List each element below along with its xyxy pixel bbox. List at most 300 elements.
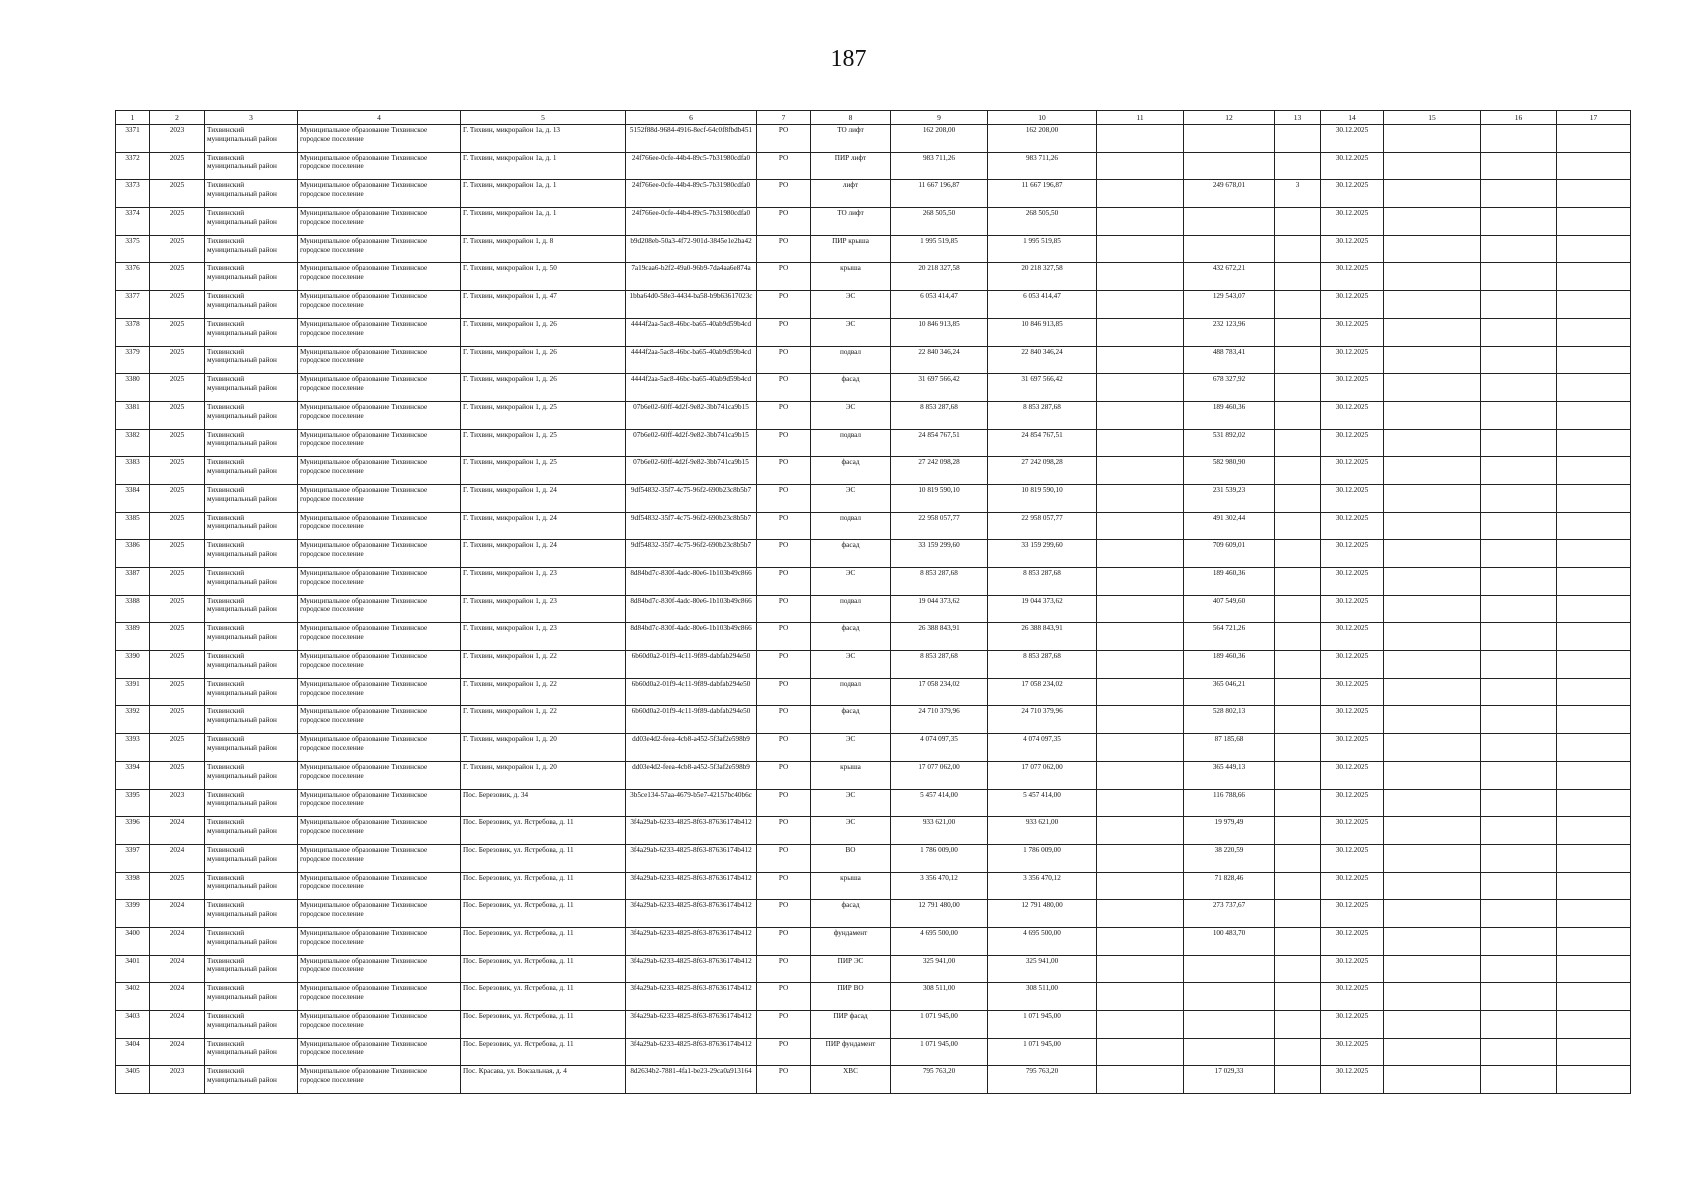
- work-type-cell: ПИР фундамент: [811, 1038, 891, 1066]
- column-15-cell: [1384, 180, 1481, 208]
- fund-cost-cell: 10 846 913,85: [988, 318, 1097, 346]
- municipality-cell: Муниципальное образование Тихвинское городское поселение: [298, 706, 461, 734]
- column-13-cell: [1275, 291, 1321, 319]
- column-12-cell: 531 892,02: [1184, 429, 1275, 457]
- deadline-date-cell: 30.12.2025: [1321, 457, 1384, 485]
- year-cell: 2025: [150, 540, 205, 568]
- total-cost-cell: 19 044 373,62: [891, 595, 988, 623]
- municipality-cell: Муниципальное образование Тихвинское городское поселение: [298, 318, 461, 346]
- house-guid-cell: 6b60d0a2-01f9-4c11-9f89-dabfab294e50: [626, 651, 757, 679]
- year-cell: 2025: [150, 318, 205, 346]
- house-guid-cell: 9df54832-35f7-4c75-96f2-690b23c8b5b7: [626, 512, 757, 540]
- table-row: [116, 568, 1631, 596]
- funding-source-cell: РО: [757, 568, 811, 596]
- column-header-3: 3: [205, 111, 298, 125]
- funding-source-cell: РО: [757, 872, 811, 900]
- deadline-date-cell: 30.12.2025: [1321, 318, 1384, 346]
- funding-source-cell: РО: [757, 1066, 811, 1094]
- column-17-cell: [1557, 789, 1631, 817]
- column-11-cell: [1097, 761, 1184, 789]
- house-guid-cell: 9df54832-35f7-4c75-96f2-690b23c8b5b7: [626, 484, 757, 512]
- funding-source-cell: РО: [757, 983, 811, 1011]
- year-cell: 2025: [150, 651, 205, 679]
- district-cell: Тихвинский муниципальный район: [205, 374, 298, 402]
- year-cell: 2025: [150, 180, 205, 208]
- district-cell: Тихвинский муниципальный район: [205, 568, 298, 596]
- municipality-cell: Муниципальное образование Тихвинское городское поселение: [298, 983, 461, 1011]
- column-11-cell: [1097, 125, 1184, 153]
- municipality-cell: Муниципальное образование Тихвинское городское поселение: [298, 900, 461, 928]
- column-17-cell: [1557, 1038, 1631, 1066]
- municipality-cell: Муниципальное образование Тихвинское городское поселение: [298, 734, 461, 762]
- column-11-cell: [1097, 651, 1184, 679]
- municipality-cell: Муниципальное образование Тихвинское городское поселение: [298, 208, 461, 236]
- funding-source-cell: РО: [757, 595, 811, 623]
- column-17-cell: [1557, 291, 1631, 319]
- column-12-cell: 189 460,36: [1184, 651, 1275, 679]
- total-cost-cell: 268 505,50: [891, 208, 988, 236]
- address-cell: Пос. Березовик, ул. Ястребова, д. 11: [461, 817, 626, 845]
- address-cell: Пос. Березовик, ул. Ястребова, д. 11: [461, 844, 626, 872]
- deadline-date-cell: 30.12.2025: [1321, 235, 1384, 263]
- work-type-cell: ПИР крыша: [811, 235, 891, 263]
- work-type-cell: крыша: [811, 761, 891, 789]
- column-15-cell: [1384, 623, 1481, 651]
- column-11-cell: [1097, 568, 1184, 596]
- column-15-cell: [1384, 346, 1481, 374]
- fund-cost-cell: 5 457 414,00: [988, 789, 1097, 817]
- column-12-cell: 129 543,07: [1184, 291, 1275, 319]
- year-cell: 2025: [150, 706, 205, 734]
- table-row: [116, 983, 1631, 1011]
- municipality-cell: Муниципальное образование Тихвинское городское поселение: [298, 789, 461, 817]
- row-number-cell: 3400: [116, 927, 150, 955]
- column-12-cell: 709 609,01: [1184, 540, 1275, 568]
- fund-cost-cell: 1 071 945,00: [988, 1011, 1097, 1039]
- column-15-cell: [1384, 374, 1481, 402]
- column-13-cell: [1275, 263, 1321, 291]
- column-17-cell: [1557, 540, 1631, 568]
- work-type-cell: ТО лифт: [811, 208, 891, 236]
- house-guid-cell: 3b5ce134-57aa-4679-b5e7-42157bc40b6c: [626, 789, 757, 817]
- deadline-date-cell: 30.12.2025: [1321, 761, 1384, 789]
- column-16-cell: [1481, 678, 1557, 706]
- district-cell: Тихвинский муниципальный район: [205, 429, 298, 457]
- address-cell: Г. Тихвин, микрорайон 1, д. 24: [461, 512, 626, 540]
- work-type-cell: ПИР фасад: [811, 1011, 891, 1039]
- column-17-cell: [1557, 623, 1631, 651]
- column-16-cell: [1481, 152, 1557, 180]
- column-13-cell: [1275, 761, 1321, 789]
- column-13-cell: [1275, 125, 1321, 153]
- column-16-cell: [1481, 346, 1557, 374]
- column-13-cell: [1275, 568, 1321, 596]
- deadline-date-cell: 30.12.2025: [1321, 180, 1384, 208]
- funding-source-cell: РО: [757, 484, 811, 512]
- deadline-date-cell: 30.12.2025: [1321, 401, 1384, 429]
- column-17-cell: [1557, 651, 1631, 679]
- year-cell: 2024: [150, 927, 205, 955]
- address-cell: Г. Тихвин, микрорайон 1, д. 25: [461, 429, 626, 457]
- district-cell: Тихвинский муниципальный район: [205, 540, 298, 568]
- year-cell: 2023: [150, 1066, 205, 1094]
- year-cell: 2025: [150, 235, 205, 263]
- table-row: [116, 844, 1631, 872]
- address-cell: Г. Тихвин, микрорайон 1, д. 20: [461, 734, 626, 762]
- column-17-cell: [1557, 346, 1631, 374]
- house-guid-cell: 3f4a29ab-6233-4825-8f63-87636174b412: [626, 955, 757, 983]
- municipality-cell: Муниципальное образование Тихвинское городское поселение: [298, 955, 461, 983]
- deadline-date-cell: 30.12.2025: [1321, 1066, 1384, 1094]
- column-11-cell: [1097, 595, 1184, 623]
- row-number-cell: 3378: [116, 318, 150, 346]
- address-cell: Г. Тихвин, микрорайон 1, д. 26: [461, 346, 626, 374]
- house-guid-cell: 8d84bd7c-830f-4adc-80e6-1b103b49c866: [626, 623, 757, 651]
- column-13-cell: [1275, 512, 1321, 540]
- column-16-cell: [1481, 789, 1557, 817]
- fund-cost-cell: 268 505,50: [988, 208, 1097, 236]
- year-cell: 2025: [150, 872, 205, 900]
- column-13-cell: [1275, 844, 1321, 872]
- total-cost-cell: 6 053 414,47: [891, 291, 988, 319]
- column-12-cell: 116 788,66: [1184, 789, 1275, 817]
- district-cell: Тихвинский муниципальный район: [205, 180, 298, 208]
- house-guid-cell: 4444f2aa-5ac8-46bc-ba65-40ab9d59b4cd: [626, 318, 757, 346]
- year-cell: 2024: [150, 1011, 205, 1039]
- total-cost-cell: 325 941,00: [891, 955, 988, 983]
- column-15-cell: [1384, 235, 1481, 263]
- funding-source-cell: РО: [757, 900, 811, 928]
- address-cell: Г. Тихвин, микрорайон 1, д. 22: [461, 651, 626, 679]
- work-type-cell: ЭС: [811, 318, 891, 346]
- column-16-cell: [1481, 1011, 1557, 1039]
- deadline-date-cell: 30.12.2025: [1321, 595, 1384, 623]
- year-cell: 2025: [150, 512, 205, 540]
- deadline-date-cell: 30.12.2025: [1321, 1011, 1384, 1039]
- column-11-cell: [1097, 1038, 1184, 1066]
- municipality-cell: Муниципальное образование Тихвинское городское поселение: [298, 457, 461, 485]
- table-row: [116, 706, 1631, 734]
- municipality-cell: Муниципальное образование Тихвинское городское поселение: [298, 817, 461, 845]
- column-11-cell: [1097, 318, 1184, 346]
- column-header-8: 8: [811, 111, 891, 125]
- deadline-date-cell: 30.12.2025: [1321, 789, 1384, 817]
- district-cell: Тихвинский муниципальный район: [205, 512, 298, 540]
- district-cell: Тихвинский муниципальный район: [205, 1066, 298, 1094]
- district-cell: Тихвинский муниципальный район: [205, 263, 298, 291]
- year-cell: 2025: [150, 734, 205, 762]
- funding-source-cell: РО: [757, 789, 811, 817]
- column-13-cell: [1275, 983, 1321, 1011]
- municipality-cell: Муниципальное образование Тихвинское городское поселение: [298, 512, 461, 540]
- column-13-cell: [1275, 1066, 1321, 1094]
- house-guid-cell: b9d208eb-50a3-4f72-901d-3845e1e2ba42: [626, 235, 757, 263]
- district-cell: Тихвинский муниципальный район: [205, 927, 298, 955]
- column-12-cell: [1184, 235, 1275, 263]
- column-16-cell: [1481, 955, 1557, 983]
- row-number-cell: 3375: [116, 235, 150, 263]
- funding-source-cell: РО: [757, 125, 811, 153]
- column-11-cell: [1097, 429, 1184, 457]
- table-row: [116, 263, 1631, 291]
- column-17-cell: [1557, 180, 1631, 208]
- fund-cost-cell: 933 621,00: [988, 817, 1097, 845]
- column-16-cell: [1481, 208, 1557, 236]
- total-cost-cell: 162 208,00: [891, 125, 988, 153]
- total-cost-cell: 22 958 057,77: [891, 512, 988, 540]
- column-12-cell: 38 220,59: [1184, 844, 1275, 872]
- municipality-cell: Муниципальное образование Тихвинское городское поселение: [298, 125, 461, 153]
- address-cell: Г. Тихвин, микрорайон 1а, д. 13: [461, 125, 626, 153]
- column-11-cell: [1097, 817, 1184, 845]
- work-type-cell: фасад: [811, 374, 891, 402]
- address-cell: Пос. Березовик, ул. Ястребова, д. 11: [461, 927, 626, 955]
- municipality-cell: Муниципальное образование Тихвинское городское поселение: [298, 540, 461, 568]
- deadline-date-cell: 30.12.2025: [1321, 651, 1384, 679]
- house-guid-cell: 3f4a29ab-6233-4825-8f63-87636174b412: [626, 983, 757, 1011]
- row-number-cell: 3379: [116, 346, 150, 374]
- total-cost-cell: 10 819 590,10: [891, 484, 988, 512]
- column-15-cell: [1384, 872, 1481, 900]
- row-number-cell: 3404: [116, 1038, 150, 1066]
- column-15-cell: [1384, 484, 1481, 512]
- column-15-cell: [1384, 291, 1481, 319]
- column-11-cell: [1097, 346, 1184, 374]
- house-guid-cell: 5152f88d-9684-4916-8ecf-64c0f8fbdb451: [626, 125, 757, 153]
- column-17-cell: [1557, 125, 1631, 153]
- deadline-date-cell: 30.12.2025: [1321, 955, 1384, 983]
- total-cost-cell: 24 854 767,51: [891, 429, 988, 457]
- fund-cost-cell: 3 356 470,12: [988, 872, 1097, 900]
- column-16-cell: [1481, 623, 1557, 651]
- year-cell: 2025: [150, 263, 205, 291]
- fund-cost-cell: 27 242 098,28: [988, 457, 1097, 485]
- table-row: [116, 789, 1631, 817]
- house-guid-cell: 3f4a29ab-6233-4825-8f63-87636174b412: [626, 900, 757, 928]
- address-cell: Г. Тихвин, микрорайон 1, д. 47: [461, 291, 626, 319]
- municipality-cell: Муниципальное образование Тихвинское городское поселение: [298, 927, 461, 955]
- total-cost-cell: 12 791 480,00: [891, 900, 988, 928]
- row-number-cell: 3389: [116, 623, 150, 651]
- total-cost-cell: 5 457 414,00: [891, 789, 988, 817]
- column-15-cell: [1384, 983, 1481, 1011]
- work-type-cell: фасад: [811, 540, 891, 568]
- total-cost-cell: 17 077 062,00: [891, 761, 988, 789]
- district-cell: Тихвинский муниципальный район: [205, 457, 298, 485]
- total-cost-cell: 8 853 287,68: [891, 568, 988, 596]
- municipality-cell: Муниципальное образование Тихвинское городское поселение: [298, 401, 461, 429]
- funding-source-cell: РО: [757, 734, 811, 762]
- column-header-14: 14: [1321, 111, 1384, 125]
- fund-cost-cell: 12 791 480,00: [988, 900, 1097, 928]
- column-13-cell: [1275, 651, 1321, 679]
- municipality-cell: Муниципальное образование Тихвинское городское поселение: [298, 235, 461, 263]
- fund-cost-cell: 4 695 500,00: [988, 927, 1097, 955]
- column-13-cell: [1275, 429, 1321, 457]
- column-17-cell: [1557, 900, 1631, 928]
- total-cost-cell: 1 071 945,00: [891, 1011, 988, 1039]
- work-type-cell: ХВС: [811, 1066, 891, 1094]
- deadline-date-cell: 30.12.2025: [1321, 512, 1384, 540]
- address-cell: Пос. Березовик, ул. Ястребова, д. 11: [461, 983, 626, 1011]
- table-row: [116, 318, 1631, 346]
- municipality-cell: Муниципальное образование Тихвинское городское поселение: [298, 263, 461, 291]
- column-15-cell: [1384, 152, 1481, 180]
- column-16-cell: [1481, 401, 1557, 429]
- deadline-date-cell: 30.12.2025: [1321, 1038, 1384, 1066]
- house-guid-cell: 6b60d0a2-01f9-4c11-9f89-dabfab294e50: [626, 706, 757, 734]
- row-number-cell: 3399: [116, 900, 150, 928]
- municipality-cell: Муниципальное образование Тихвинское городское поселение: [298, 844, 461, 872]
- total-cost-cell: 20 218 327,58: [891, 263, 988, 291]
- column-16-cell: [1481, 1038, 1557, 1066]
- table-row: [116, 291, 1631, 319]
- column-16-cell: [1481, 734, 1557, 762]
- column-13-cell: [1275, 789, 1321, 817]
- fund-cost-cell: 8 853 287,68: [988, 568, 1097, 596]
- district-cell: Тихвинский муниципальный район: [205, 872, 298, 900]
- column-13-cell: [1275, 734, 1321, 762]
- total-cost-cell: 933 621,00: [891, 817, 988, 845]
- house-guid-cell: 3f4a29ab-6233-4825-8f63-87636174b412: [626, 1011, 757, 1039]
- column-16-cell: [1481, 706, 1557, 734]
- column-17-cell: [1557, 678, 1631, 706]
- column-11-cell: [1097, 844, 1184, 872]
- column-11-cell: [1097, 734, 1184, 762]
- house-guid-cell: 8d2634b2-7881-4fa1-be23-29ca0a913164: [626, 1066, 757, 1094]
- address-cell: Г. Тихвин, микрорайон 1, д. 50: [461, 263, 626, 291]
- district-cell: Тихвинский муниципальный район: [205, 817, 298, 845]
- column-16-cell: [1481, 1066, 1557, 1094]
- municipality-cell: Муниципальное образование Тихвинское городское поселение: [298, 623, 461, 651]
- row-number-cell: 3380: [116, 374, 150, 402]
- column-16-cell: [1481, 568, 1557, 596]
- column-17-cell: [1557, 761, 1631, 789]
- column-15-cell: [1384, 955, 1481, 983]
- registry-table: [115, 110, 1631, 1094]
- total-cost-cell: 4 074 097,35: [891, 734, 988, 762]
- row-number-cell: 3391: [116, 678, 150, 706]
- column-13-cell: [1275, 927, 1321, 955]
- house-guid-cell: 3f4a29ab-6233-4825-8f63-87636174b412: [626, 1038, 757, 1066]
- district-cell: Тихвинский муниципальный район: [205, 291, 298, 319]
- column-15-cell: [1384, 1011, 1481, 1039]
- table-row: [116, 484, 1631, 512]
- deadline-date-cell: 30.12.2025: [1321, 125, 1384, 153]
- row-number-cell: 3373: [116, 180, 150, 208]
- work-type-cell: фасад: [811, 623, 891, 651]
- address-cell: Пос. Березовик, ул. Ястребова, д. 11: [461, 872, 626, 900]
- table-row: [116, 1066, 1631, 1094]
- column-17-cell: [1557, 983, 1631, 1011]
- fund-cost-cell: 31 697 566,42: [988, 374, 1097, 402]
- column-11-cell: [1097, 180, 1184, 208]
- work-type-cell: ЭС: [811, 651, 891, 679]
- column-11-cell: [1097, 512, 1184, 540]
- house-guid-cell: 3f4a29ab-6233-4825-8f63-87636174b412: [626, 872, 757, 900]
- column-15-cell: [1384, 844, 1481, 872]
- fund-cost-cell: 4 074 097,35: [988, 734, 1097, 762]
- column-11-cell: [1097, 291, 1184, 319]
- address-cell: Г. Тихвин, микрорайон 1а, д. 1: [461, 152, 626, 180]
- total-cost-cell: 8 853 287,68: [891, 401, 988, 429]
- house-guid-cell: 3f4a29ab-6233-4825-8f63-87636174b412: [626, 817, 757, 845]
- column-13-cell: [1275, 457, 1321, 485]
- address-cell: Г. Тихвин, микрорайон 1, д. 25: [461, 457, 626, 485]
- table-row: [116, 1038, 1631, 1066]
- column-16-cell: [1481, 512, 1557, 540]
- column-11-cell: [1097, 152, 1184, 180]
- year-cell: 2025: [150, 374, 205, 402]
- address-cell: Г. Тихвин, микрорайон 1а, д. 1: [461, 208, 626, 236]
- funding-source-cell: РО: [757, 512, 811, 540]
- column-12-cell: 491 302,44: [1184, 512, 1275, 540]
- year-cell: 2025: [150, 761, 205, 789]
- column-16-cell: [1481, 540, 1557, 568]
- column-13-cell: [1275, 318, 1321, 346]
- district-cell: Тихвинский муниципальный район: [205, 1011, 298, 1039]
- work-type-cell: ЭС: [811, 291, 891, 319]
- funding-source-cell: РО: [757, 1038, 811, 1066]
- total-cost-cell: 31 697 566,42: [891, 374, 988, 402]
- column-15-cell: [1384, 761, 1481, 789]
- fund-cost-cell: 24 854 767,51: [988, 429, 1097, 457]
- table-row: [116, 512, 1631, 540]
- row-number-cell: 3386: [116, 540, 150, 568]
- funding-source-cell: РО: [757, 208, 811, 236]
- municipality-cell: Муниципальное образование Тихвинское городское поселение: [298, 484, 461, 512]
- year-cell: 2025: [150, 401, 205, 429]
- fund-cost-cell: 17 077 062,00: [988, 761, 1097, 789]
- house-guid-cell: dd03e4d2-feea-4cb8-a452-5f3af2e598b9: [626, 734, 757, 762]
- district-cell: Тихвинский муниципальный район: [205, 125, 298, 153]
- work-type-cell: фундамент: [811, 927, 891, 955]
- column-header-15: 15: [1384, 111, 1481, 125]
- fund-cost-cell: 20 218 327,58: [988, 263, 1097, 291]
- column-17-cell: [1557, 706, 1631, 734]
- row-number-cell: 3376: [116, 263, 150, 291]
- column-11-cell: [1097, 235, 1184, 263]
- column-17-cell: [1557, 152, 1631, 180]
- fund-cost-cell: 1 786 009,00: [988, 844, 1097, 872]
- work-type-cell: ЭС: [811, 789, 891, 817]
- district-cell: Тихвинский муниципальный район: [205, 761, 298, 789]
- row-number-cell: 3382: [116, 429, 150, 457]
- column-17-cell: [1557, 457, 1631, 485]
- column-11-cell: [1097, 484, 1184, 512]
- total-cost-cell: 17 058 234,02: [891, 678, 988, 706]
- column-17-cell: [1557, 512, 1631, 540]
- deadline-date-cell: 30.12.2025: [1321, 817, 1384, 845]
- address-cell: Г. Тихвин, микрорайон 1, д. 22: [461, 678, 626, 706]
- column-12-cell: 249 678,01: [1184, 180, 1275, 208]
- house-guid-cell: 7a19caa6-b2f2-49a0-96b9-7da4aa6e874a: [626, 263, 757, 291]
- funding-source-cell: РО: [757, 180, 811, 208]
- funding-source-cell: РО: [757, 678, 811, 706]
- column-17-cell: [1557, 1066, 1631, 1094]
- total-cost-cell: 1 786 009,00: [891, 844, 988, 872]
- column-header-4: 4: [298, 111, 461, 125]
- funding-source-cell: РО: [757, 291, 811, 319]
- column-15-cell: [1384, 318, 1481, 346]
- house-guid-cell: 1bba64d0-58e3-4434-ba58-b9b63617023c: [626, 291, 757, 319]
- column-17-cell: [1557, 1011, 1631, 1039]
- column-17-cell: [1557, 595, 1631, 623]
- column-13-cell: [1275, 595, 1321, 623]
- district-cell: Тихвинский муниципальный район: [205, 844, 298, 872]
- house-guid-cell: 24f766ee-0cfe-44b4-89c5-7b31980cdfa0: [626, 152, 757, 180]
- municipality-cell: Муниципальное образование Тихвинское городское поселение: [298, 651, 461, 679]
